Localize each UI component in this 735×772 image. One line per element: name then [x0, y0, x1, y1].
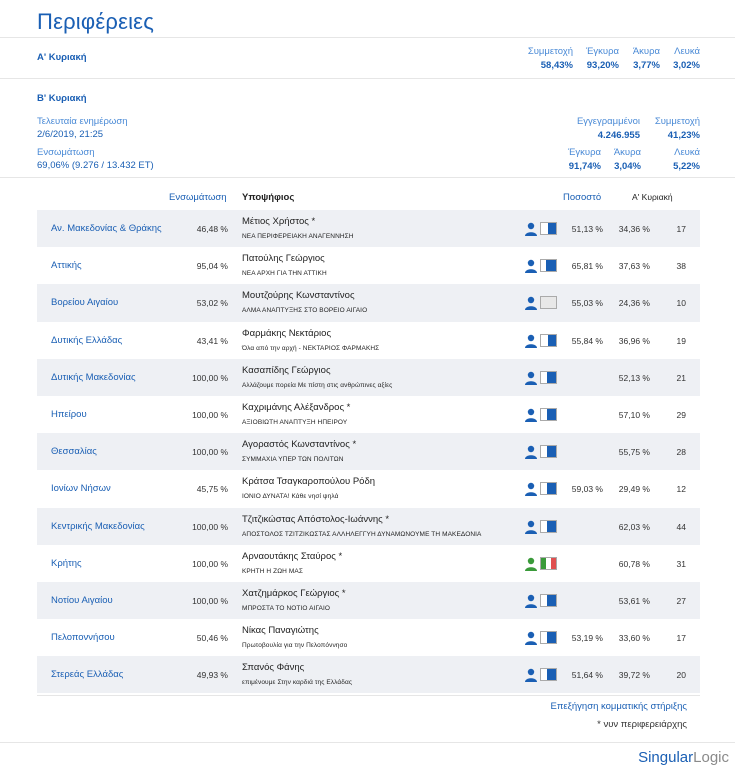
person-icon: [524, 259, 538, 273]
divider: [37, 695, 700, 696]
round1-label: Α' Κυριακή: [37, 52, 87, 63]
stat-value: 91,74%: [568, 161, 601, 172]
stat-value: 93,20%: [586, 60, 619, 71]
seats-count: 17: [676, 633, 686, 644]
seats-count: 31: [676, 558, 686, 569]
candidate-name: Καχριμάνης Αλέξανδρος *: [242, 401, 351, 413]
seats-count: 12: [676, 484, 686, 495]
first-round-percent: 29,49 %: [618, 484, 650, 495]
divider: [0, 742, 735, 743]
table-row[interactable]: [37, 656, 700, 693]
table-row[interactable]: [37, 470, 700, 507]
divider: [0, 177, 735, 178]
region-name[interactable]: Βορείου Αιγαίου: [51, 297, 119, 309]
candidate-name: Αρναουτάκης Σταύρος *: [242, 550, 343, 562]
party-name: Αλλάζουμε πορεία Με πίστη στις ανθρώπινες αξίες: [242, 381, 393, 389]
page-title: Περιφέρειες: [37, 9, 154, 34]
first-round-percent: 60,78 %: [618, 558, 650, 569]
table-row[interactable]: [37, 247, 700, 284]
candidate-name: Φαρμάκης Νεκτάριος: [242, 327, 332, 339]
stat-label: Εγγεγραμμένοι: [576, 116, 640, 127]
counted-percent: 100,00 %: [192, 409, 228, 420]
seats-count: 20: [676, 670, 686, 681]
stat-invalid: [601, 147, 641, 172]
party-name: Όλα από την αρχή - ΝΕΚΤΑΡΙΟΣ ΦΑΡΜΑΚΗΣ: [242, 344, 380, 352]
seats-count: 44: [676, 521, 686, 532]
party-name: ΝΕΑ ΑΡΧΗ ΓΙΑ ΤΗΝ ΑΤΤΙΚΗ: [242, 270, 327, 278]
logo-text-2: Logic: [693, 749, 729, 766]
region-name[interactable]: Νοτίου Αιγαίου: [51, 594, 113, 606]
party-name: ΑΛΜΑ ΑΝΑΠΤΥΞΗΣ ΣΤΟ ΒΟΡΕΙΟ ΑΙΓΑΙΟ: [242, 307, 368, 315]
candidate-name: Νίκας Παναγιώτης: [242, 625, 319, 637]
region-name[interactable]: Αν. Μακεδονίας & Θράκης: [51, 223, 162, 234]
party-name: Πρωτοβουλία για την Πελοπόννησο: [242, 642, 348, 650]
seats-count: 27: [676, 595, 686, 606]
stat-valid: [573, 46, 619, 71]
table-row[interactable]: [37, 433, 700, 470]
stat-blank: [660, 46, 700, 71]
stat-label: Έγκυρα: [585, 46, 619, 57]
seats-count: 28: [676, 447, 686, 458]
stat-value: 4.246.955: [597, 130, 640, 141]
candidate-percent: 51,13 %: [571, 224, 603, 234]
region-name[interactable]: Δυτικής Ελλάδας: [51, 334, 123, 346]
candidate-percent: 55,84 %: [571, 335, 603, 346]
party-name: ΙΟΝΙΟ ΔΥΝΑΤΑ! Κάθε νησί ψηλά: [242, 493, 339, 501]
candidate-name: Σπανός Φάνης: [242, 662, 305, 674]
table-row[interactable]: [37, 508, 700, 545]
party-flag-icon: [540, 594, 557, 607]
stat-registered: [550, 116, 640, 141]
seats-count: 38: [676, 261, 686, 272]
counted-percent: 50,46 %: [196, 633, 228, 644]
region-name[interactable]: Κεντρικής Μακεδονίας: [51, 520, 145, 532]
round2-label: Β' Κυριακή: [37, 93, 87, 104]
party-support-explanation-link[interactable]: Επεξήγηση κομματικής στήριξης: [550, 701, 687, 712]
seats-count: 17: [676, 224, 686, 234]
first-round-percent: 52,13 %: [618, 372, 650, 383]
person-icon: [524, 408, 538, 422]
column-header-counted[interactable]: Ενσωμάτωση: [169, 192, 227, 203]
candidate-percent: 65,81 %: [571, 261, 603, 272]
person-icon: [524, 371, 538, 385]
stat-label: Συμμετοχή: [654, 116, 700, 127]
seats-count: 19: [676, 335, 686, 346]
last-update-value: 2/6/2019, 21:25: [37, 129, 104, 140]
first-round-percent: 62,03 %: [618, 521, 650, 532]
party-flag-icon: [540, 408, 557, 421]
first-round-percent: 53,61 %: [618, 595, 650, 606]
party-name: ΑΠΟΣΤΟΛΟΣ ΤΖΙΤΖΙΚΩΣΤΑΣ ΑΛΛΗΛΕΓΓΥΗ ΔΥΝΑΜΩΝΟΥΜΕ ΤΗ ΜΑΚΕΔΟΝΙΑ: [242, 530, 482, 538]
party-flag-icon: [540, 445, 557, 458]
counted-percent: 100,00 %: [192, 447, 228, 458]
region-name[interactable]: Πελοποννήσου: [51, 632, 115, 644]
stat-blank: [641, 147, 700, 172]
first-round-percent: 33,60 %: [618, 633, 650, 644]
party-flag-icon: [540, 631, 557, 644]
column-header-percent[interactable]: Ποσοστό: [563, 192, 602, 203]
stat-label: Λευκά: [674, 46, 700, 57]
party-name: ΚΡΗΤΗ Η ΖΩΗ ΜΑΣ: [242, 567, 303, 575]
person-icon: [524, 445, 538, 459]
incumbent-note: * νυν περιφερειάρχης: [597, 719, 687, 730]
counted-percent: 100,00 %: [192, 595, 228, 606]
results-table: [37, 210, 700, 693]
divider: [0, 37, 735, 38]
candidate-name: Μουτζούρης Κωνσταντίνος: [242, 290, 355, 302]
column-header-candidate: Υποψήφιος: [242, 192, 295, 203]
stat-label: Λευκά: [674, 147, 700, 158]
counted-percent: 45,75 %: [196, 484, 228, 495]
counted-percent: 46,48 %: [196, 224, 228, 234]
party-flag-icon: [540, 259, 557, 272]
table-row[interactable]: [37, 322, 700, 359]
person-icon: [524, 668, 538, 682]
candidate-name: Μέτιος Χρήστος *: [242, 216, 316, 227]
party-flag-icon: [540, 668, 557, 681]
singularlogic-logo: [638, 749, 729, 766]
first-round-percent: 24,36 %: [618, 298, 650, 309]
candidate-percent: 55,03 %: [571, 298, 603, 309]
person-icon: [524, 296, 538, 310]
party-flag-icon: [540, 371, 557, 384]
region-name[interactable]: Αττικής: [51, 260, 82, 272]
counted-percent: 100,00 %: [192, 372, 228, 383]
table-row[interactable]: [37, 284, 700, 321]
counted-label: Ενσωμάτωση: [37, 147, 95, 158]
seats-count: 29: [676, 409, 686, 420]
round2-stats-top: [550, 116, 700, 141]
candidate-name: Αγοραστός Κωνσταντίνος *: [242, 439, 357, 451]
round2-stats-bottom: [556, 147, 700, 172]
stat-label: Έγκυρα: [567, 147, 601, 158]
stat-invalid: [619, 46, 660, 71]
party-flag-icon: [540, 334, 557, 347]
stat-turnout: [640, 116, 700, 141]
stat-valid: [556, 147, 601, 172]
first-round-percent: 57,10 %: [618, 409, 650, 420]
party-flag-icon: [540, 520, 557, 533]
party-flag-icon: [540, 482, 557, 495]
party-name: ΜΠΡΟΣΤΑ ΤΟ ΝΟΤΙΟ ΑΙΓΑΙΟ: [242, 604, 331, 612]
table-row[interactable]: [37, 210, 700, 247]
counted-percent: 100,00 %: [192, 521, 228, 532]
person-icon: [524, 334, 538, 348]
region-name[interactable]: Στερεάς Ελλάδας: [51, 669, 124, 681]
seats-count: 21: [676, 372, 686, 383]
party-name: ΣΥΜΜΑΧΙΑ ΥΠΕΡ ΤΩΝ ΠΟΛΙΤΩΝ: [242, 456, 344, 464]
stat-value: 3,04%: [614, 161, 641, 172]
region-name[interactable]: Θεσσαλίας: [51, 446, 97, 458]
table-row[interactable]: [37, 619, 700, 656]
divider: [0, 78, 735, 79]
candidate-name: Χατζημάρκος Γεώργιος *: [242, 587, 346, 599]
person-icon: [524, 594, 538, 608]
counted-percent: 53,02 %: [196, 298, 228, 309]
candidate-name: Πατούλης Γεώργιος: [242, 253, 325, 265]
stat-value: 41,23%: [667, 130, 700, 141]
last-update-label: Τελευταία ενημέρωση: [37, 116, 128, 127]
party-flag-icon: [540, 296, 557, 309]
party-name: ΝΕΑ ΠΕΡΙΦΕΡΕΙΑΚΗ ΑΝΑΓΕΝΝΗΣΗ: [242, 233, 354, 240]
stat-value: 58,43%: [540, 60, 573, 71]
table-row[interactable]: [37, 396, 700, 433]
candidate-name: Τζιτζικώστας Απόστολος-Ιωάννης *: [242, 513, 390, 525]
person-icon: [524, 482, 538, 496]
stat-value: 5,22%: [673, 161, 700, 172]
party-flag-icon: [540, 557, 557, 570]
stat-value: 3,02%: [673, 60, 700, 71]
logo-text-1: Singular: [638, 749, 694, 766]
column-header-first-round: Α' Κυριακή: [632, 192, 673, 202]
candidate-name: Κασαπίδης Γεώργιος: [242, 364, 331, 376]
counted-value: 69,06% (9.276 / 13.432 ΕΤ): [37, 160, 154, 171]
first-round-percent: 55,75 %: [618, 447, 650, 458]
person-icon: [524, 222, 538, 236]
seats-count: 10: [676, 298, 686, 309]
stat-label: Συμμετοχή: [527, 46, 573, 57]
table-row[interactable]: [37, 582, 700, 619]
counted-percent: 43,41 %: [196, 335, 228, 346]
counted-percent: 100,00 %: [192, 558, 228, 569]
first-round-percent: 34,36 %: [618, 224, 650, 234]
stat-turnout: [525, 46, 573, 71]
first-round-percent: 39,72 %: [618, 670, 650, 681]
candidate-name: Κράτσα Τσαγκαροπούλου Ρόδη: [242, 476, 376, 488]
counted-percent: 49,93 %: [196, 670, 228, 681]
person-icon: [524, 520, 538, 534]
candidate-percent: 53,19 %: [571, 633, 603, 644]
first-round-percent: 37,63 %: [618, 261, 650, 272]
candidate-percent: 59,03 %: [571, 484, 603, 495]
candidate-percent: 51,64 %: [571, 670, 603, 681]
person-icon: [524, 631, 538, 645]
stat-label: Άκυρα: [632, 46, 660, 57]
counted-percent: 95,04 %: [196, 261, 228, 272]
person-icon: [524, 557, 538, 571]
party-name: επιμένουμε Στην καρδιά της Ελλάδας: [242, 679, 353, 687]
stat-value: 3,77%: [633, 60, 660, 71]
table-row[interactable]: [37, 359, 700, 396]
party-name: ΑΞΙΟΒΙΩΤΗ ΑΝΑΠΤΥΞΗ ΗΠΕΙΡΟΥ: [242, 418, 348, 426]
first-round-percent: 36,96 %: [618, 335, 650, 346]
round1-stats: [525, 46, 700, 71]
stat-label: Άκυρα: [613, 147, 641, 158]
party-flag-icon: [540, 222, 557, 235]
region-name[interactable]: Ιονίων Νήσων: [51, 483, 111, 495]
region-name[interactable]: Ηπείρου: [51, 408, 87, 420]
region-name[interactable]: Κρήτης: [51, 557, 82, 569]
table-row[interactable]: [37, 545, 700, 582]
region-name[interactable]: Δυτικής Μακεδονίας: [51, 371, 136, 383]
